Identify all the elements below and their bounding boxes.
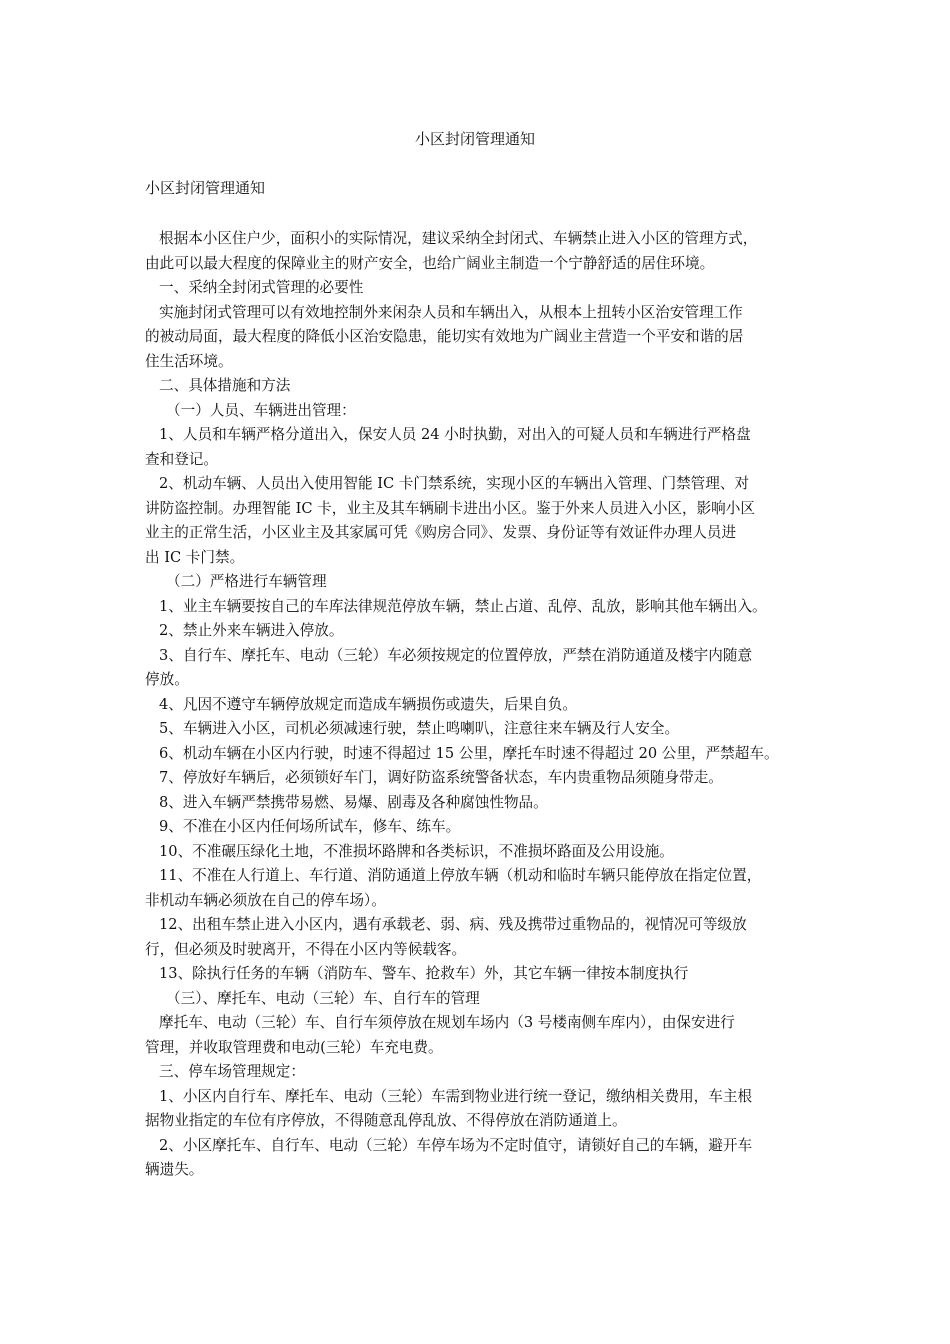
list-item-continuation: 非机动车辆必须放在自己的停车场）。	[145, 891, 386, 909]
list-item-continuation: 辆遗失。	[145, 1161, 204, 1178]
subsection-heading: （一）人员、车辆进出管理：	[166, 401, 356, 419]
paragraph-line: 摩托车、电动（三轮）车、自行车须停放在规划车场内（3 号楼南侧车库内），由保安进行	[159, 1014, 735, 1031]
list-item: 12、出租车禁止进入小区内，遇有承载老、弱、病、残及携带过重物品的，视情况可等级放	[159, 916, 747, 933]
list-item: 11、不准在人行道上、车行道、消防通道上停放车辆（机动和临时车辆只能停放在指定位置，	[159, 867, 762, 884]
list-item: 2、机动车辆、人员出入使用智能 IC 卡门禁系统，实现小区的车辆出入管理、门禁管理、对	[159, 475, 750, 492]
list-item-continuation: 查和登记。	[145, 450, 218, 468]
page-title: 小区封闭管理通知	[414, 130, 535, 148]
subsection-heading: （二）严格进行车辆管理	[166, 573, 327, 590]
paragraph-line: 的被动局面，最大程度的降低小区治安隐患，能切实有效地为广阔业主营造一个平安和谐的居	[145, 328, 744, 345]
paragraph-line: 管理，并收取管理费和电动(三轮）车充电费。	[145, 1038, 443, 1056]
list-item: 3、自行车、摩托车、电动（三轮）车必须按规定的位置停放，严禁在消防通道及楼宇内随意	[159, 646, 753, 664]
list-item: 1、人员和车辆严格分道出入，保安人员 24 小时执勤，对出入的可疑人员和车辆进行严格盘	[159, 426, 751, 443]
list-item: 7、停放好车辆后，必须锁好车门，调好防盗系统警备状态，车内贵重物品须随身带走。	[159, 769, 723, 786]
document-body	[145, 227, 825, 1183]
paragraph-line: 根据本小区住户少，面积小的实际情况，建议采纳全封闭式、车辆禁止进入小区的管理方式，	[159, 230, 758, 247]
list-item-continuation: 停放。	[145, 671, 189, 688]
list-item: 13、除执行任务的车辆（消防车、警车、抢救车）外，其它车辆一律按本制度执行	[159, 965, 689, 982]
list-item: 2、禁止外来车辆进入停放。	[159, 622, 344, 639]
list-item: 1、小区内自行车、摩托车、电动（三轮）车需到物业进行统一登记，缴纳相关费用，车主根	[159, 1087, 753, 1105]
list-item: 2、小区摩托车、自行车、电动（三轮）车停车场为不定时值守，请锁好自己的车辆，避开车	[159, 1136, 753, 1154]
list-item: 4、凡因不遵守车辆停放规定而造成车辆损伤或遗失，后果自负。	[159, 695, 577, 713]
subsection-heading: （三）、摩托车、电动（三轮）车、自行车的管理	[166, 989, 480, 1007]
list-item: 1、业主车辆要按自己的车库法律规范停放车辆，禁止占道、乱停、乱放，影响其他车辆出入。	[159, 597, 767, 615]
list-item: 10、不准碾压绿化土地，不准损坏路牌和各类标识，不准损坏路面及公用设施。	[159, 842, 674, 860]
section-heading: 二、具体措施和方法	[159, 377, 291, 394]
paragraph-line: 实施封闭式管理可以有效地控制外来闲杂人员和车辆出入，从根本上扭转小区治安管理工作	[159, 303, 743, 321]
list-item-continuation: 出 IC 卡门禁。	[145, 548, 245, 566]
document-subtitle: 小区封闭管理通知	[145, 179, 266, 197]
list-item-continuation: 讲防盗控制。办理智能 IC 卡，业主及其车辆刷卡进出小区。鉴于外来人员进入小区，影响小区	[145, 499, 755, 517]
paragraph-line: 由此可以最大程度的保障业主的财产安全，也给广阔业主制造一个宁静舒适的居住环境。	[145, 254, 715, 272]
list-item: 9、不准在小区内任何场所试车，修车、练车。	[159, 818, 461, 835]
list-item: 8、进入车辆严禁携带易燃、易爆、剧毒及各种腐蚀性物品。	[159, 793, 548, 811]
section-heading: 三、停车场管理规定：	[159, 1063, 305, 1080]
paragraph-line: 住生活环境。	[145, 352, 233, 370]
list-item: 6、机动车辆在小区内行驶，时速不得超过 15 公里，摩托车时速不得超过 20 公里，严禁超车。	[159, 744, 779, 762]
list-item-continuation: 业主的正常生活，小区业主及其家属可凭《购房合同》、发票、身份证等有效证件办理人员进	[145, 524, 737, 541]
list-item-continuation: 据物业指定的车位有序停放，不得随意乱停乱放、不得停放在消防通道上。	[145, 1112, 627, 1129]
list-item: 5、车辆进入小区，司机必须减速行驶，禁止鸣喇叭，注意往来车辆及行人安全。	[159, 720, 680, 737]
section-heading: 一、采纳全封闭式管理的必要性	[159, 279, 364, 296]
list-item-continuation: 行，但必须及时驶离开，不得在小区内等候载客。	[145, 940, 467, 958]
